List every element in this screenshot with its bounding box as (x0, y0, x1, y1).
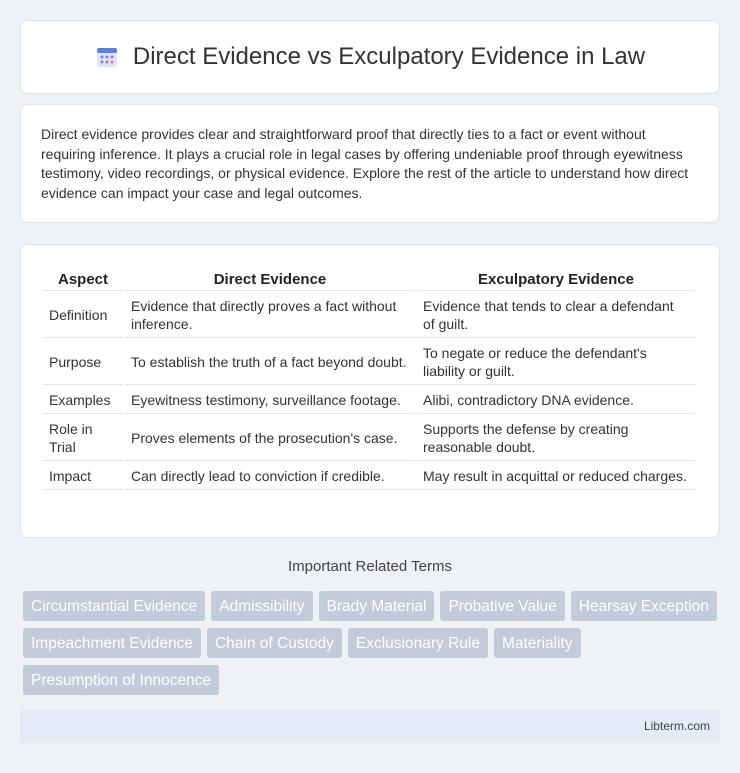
row-direct: To establish the truth of a fact beyond doubt. (125, 340, 415, 385)
intro-text: Direct evidence provides clear and straightforward proof that directly ties to a fact or event without requiring inference. It plays a crucial role in legal cases by offering undeniable proof through eyewitness testimony, video recordings, or physical evidence. Explore the rest of the article to understand how direct evidence can impact your case and legal outcomes. (41, 126, 689, 201)
row-direct: Evidence that directly proves a fact without inference. (125, 293, 415, 338)
row-exculpatory: Supports the defense by creating reasonable doubt. (417, 416, 695, 461)
header-direct: Direct Evidence (125, 267, 415, 291)
page-title: Direct Evidence vs Exculpatory Evidence in Law (132, 43, 646, 70)
tag-probative-value[interactable]: Probative Value (440, 591, 564, 621)
table-row (43, 463, 695, 490)
comparison-table-card (20, 244, 720, 538)
row-aspect: Examples (43, 387, 123, 414)
row-aspect: Purpose (43, 340, 123, 385)
row-aspect: Role in Trial (43, 416, 123, 461)
tag-materiality[interactable]: Materiality (494, 628, 581, 658)
tag-admissibility[interactable]: Admissibility (211, 591, 312, 621)
title-card (20, 20, 720, 94)
intro-card (20, 104, 720, 223)
comparison-table (41, 265, 697, 492)
row-direct: Can directly lead to conviction if credible. (125, 463, 415, 490)
footer-site-link[interactable]: Libterm.com (643, 719, 710, 733)
row-exculpatory: To negate or reduce the defendant's liability or guilt. (417, 340, 695, 385)
table-row (43, 416, 695, 461)
table-header-row (43, 267, 695, 291)
row-aspect: Impact (43, 463, 123, 490)
header-exculpatory: Exculpatory Evidence (417, 267, 695, 291)
tag-impeachment-evidence[interactable]: Impeachment Evidence (23, 628, 201, 658)
tag-chain-of-custody[interactable]: Chain of Custody (207, 628, 342, 658)
row-exculpatory: Evidence that tends to clear a defendant of guilt. (417, 293, 695, 338)
row-exculpatory: Alibi, contradictory DNA evidence. (417, 387, 695, 414)
header-aspect: Aspect (43, 267, 123, 291)
table-row (43, 293, 695, 338)
tag-hearsay-exception[interactable]: Hearsay Exception (571, 591, 717, 621)
table-row (43, 340, 695, 385)
table-row (43, 387, 695, 414)
row-exculpatory: May result in acquittal or reduced charges. (417, 463, 695, 490)
tag-exclusionary-rule[interactable]: Exclusionary Rule (348, 628, 488, 658)
calendar-grid-icon (95, 45, 119, 69)
tag-circumstantial-evidence[interactable]: Circumstantial Evidence (23, 591, 205, 621)
tag-brady-material[interactable]: Brady Material (319, 591, 435, 621)
related-terms-list (23, 591, 723, 695)
footer (20, 710, 720, 743)
row-direct: Eyewitness testimony, surveillance footage. (125, 387, 415, 414)
related-terms-title: Important Related Terms (288, 558, 452, 575)
row-aspect: Definition (43, 293, 123, 338)
tag-presumption-of-innocence[interactable]: Presumption of Innocence (23, 665, 219, 695)
row-direct: Proves elements of the prosecution's case. (125, 416, 415, 461)
